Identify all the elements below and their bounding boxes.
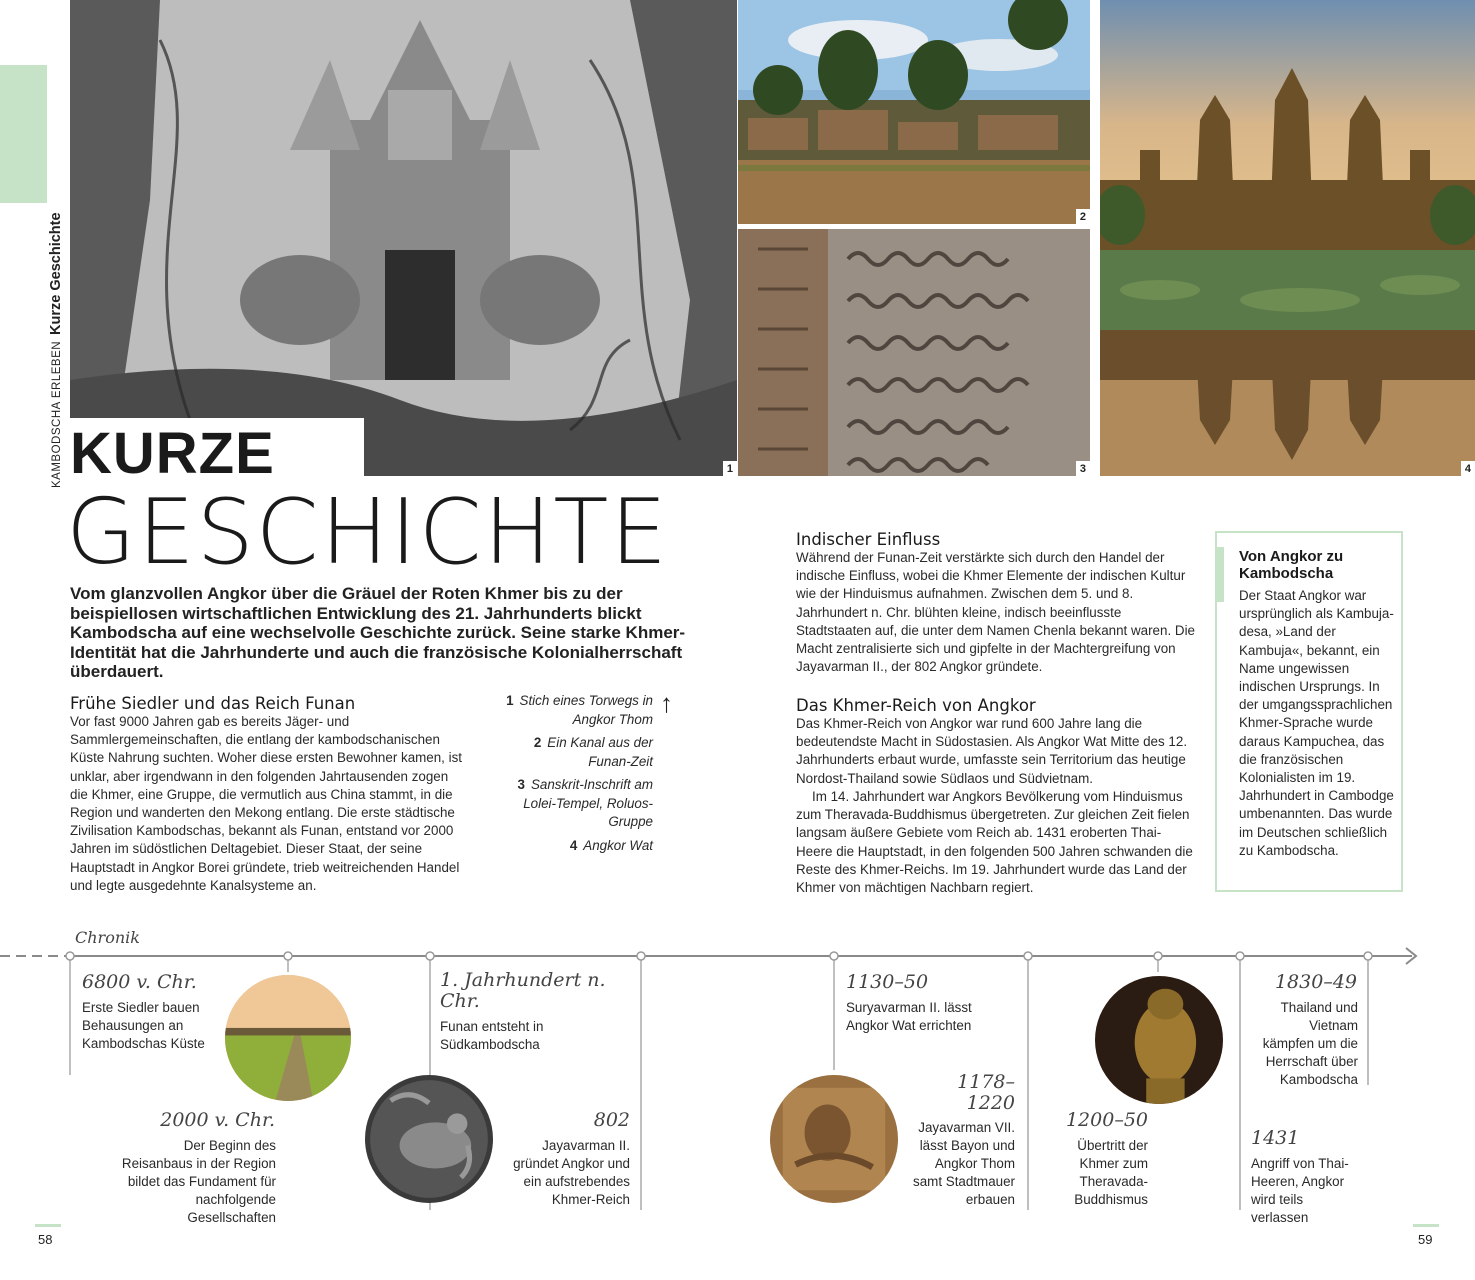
photo-number: 2 bbox=[1076, 209, 1090, 224]
timeline-year: 1130–50 bbox=[846, 971, 929, 993]
caption-1: 1 Stich eines Torwegs in Angkor Thom bbox=[506, 693, 653, 727]
arrow-up-icon: ↑ bbox=[660, 688, 673, 718]
timeline-year: 1830–49 bbox=[1274, 971, 1357, 993]
image-coin-relief bbox=[365, 1075, 493, 1203]
text-khmer-empire-1: Das Khmer-Reich von Angkor war rund 600 Jahre lang die bedeutendste Macht in Südostasien. Als Angkor Wat Mitte des 12. Jahrhunderts erbaut wurde, umfasste sein Territorium das heutige Nordost-Thailand sowie Südlaos und Südvietnam. bbox=[796, 716, 1188, 786]
photo-number: 4 bbox=[1461, 461, 1475, 476]
image-buddha-head bbox=[1095, 976, 1223, 1104]
page-number-left: 58 bbox=[38, 1232, 53, 1247]
photo-captions bbox=[498, 692, 653, 860]
section-tab bbox=[0, 65, 47, 203]
timeline-year: 2000 v. Chr. bbox=[160, 1109, 275, 1131]
heading-indian-influence: Indischer Einfluss bbox=[796, 530, 941, 549]
page-number-accent bbox=[35, 1224, 61, 1227]
intro-paragraph: Vom glanzvollen Angkor über die Gräuel der Roten Khmer bis zu der beispiellosen wirtschaftlichen Entwicklung des 21. Jahrhunderts blickt Kambodscha auf eine wechselvolle Geschichte zurück. Seine starke Khmer-Identität hat die Jahrhunderte und auch die französische Kolonialherrschaft überdauert. bbox=[70, 584, 686, 681]
sidebar-box-text: Der Staat Angkor war ursprünglich als Kambuja-desa, »Land der Kambuja«, bekannt, ein Name ungewissen indischen Ursprungs. In der umgangssprachlichen Khmer-Sprache wurde daraus Kampuchea, das die französischen Kolonialisten im 19. Jahrhundert in Cambodge umbenannten. Das wurde im Deutschen schließlich zu Kambodscha. bbox=[1239, 588, 1394, 858]
timeline-year: 1200–50 bbox=[1065, 1109, 1148, 1131]
timeline-year: 6800 v. Chr. bbox=[82, 971, 197, 993]
section-name: KAMBODSCHA ERLEBEN bbox=[51, 340, 63, 488]
heading-khmer-empire: Das Khmer-Reich von Angkor bbox=[796, 696, 1036, 715]
text-indian-influence: Während der Funan-Zeit verstärkte sich durch den Handel der indische Einfluss, wobei die Khmer Elemente der indischen Kultur wie der Hinduismus aufnahmen. Zwischen dem 5. und 8. Jahrhundert n. Chr. blühten kleine, indisch beeinflusste Stadtstaaten auf, die unter dem Namen Chenla bekannt waren. Die Macht zentralisierte sich und gipfelte in der Machtergreifung von Jayavarman II., der 802 Angkor gründete. bbox=[796, 550, 1195, 675]
photo-engraving-gate bbox=[70, 0, 737, 476]
timeline-text: Suryavarman II. lässt Angkor Wat errichten bbox=[846, 1000, 972, 1033]
photo-angkor-wat bbox=[1100, 0, 1475, 476]
timeline-text: Der Beginn des Reisanbaus in der Region bildet das Fundament für nachfolgende Gesellschaften bbox=[121, 1138, 276, 1225]
caption-4: 4 Angkor Wat bbox=[569, 837, 653, 853]
timeline-year: 1. Jahrhundert n. Chr. bbox=[440, 969, 606, 1012]
timeline-label: Chronik bbox=[75, 928, 140, 947]
page-title-line2: GESCHICHTE bbox=[66, 480, 670, 585]
caption-3: 3 Sanskrit-Inschrift am Lolei-Tempel, Roluos-Gruppe bbox=[517, 777, 653, 829]
sidebar-box-accent bbox=[1215, 547, 1224, 602]
timeline-text: Übertritt der Khmer zum Theravada-Buddhismus bbox=[1074, 1138, 1148, 1207]
timeline-text: Jayavarman VII. lässt Bayon und Angkor Thom samt Stadtmauer erbauen bbox=[913, 1120, 1015, 1207]
photo-number: 3 bbox=[1076, 461, 1090, 476]
section-current: Kurze Geschichte bbox=[48, 212, 64, 335]
section-label bbox=[48, 212, 64, 488]
timeline-year: 1431 bbox=[1251, 1127, 1300, 1149]
photo-sanskrit-inscription bbox=[738, 229, 1090, 476]
text-khmer-empire-2: Im 14. Jahrhundert war Angkors Bevölkerung vom Hinduismus zum Theravada-Buddhismus übergetreten. Zur gleichen Zeit fielen langsam äußere Gebiete vom Reich ab. 1431 eroberten Thai-Heere die Hauptstadt, in den folgenden 500 Jahren schwanden die Reste des Khmer-Reichs. Im 19. Jahrhundert wurde das Land der Khmer von mächtigen Nachbarn regiert. bbox=[796, 789, 1193, 896]
timeline-text: Funan entsteht in Südkambodscha bbox=[440, 1019, 544, 1052]
timeline-text: Angriff von Thai-Heeren, Angkor wird teils verlassen bbox=[1251, 1156, 1349, 1225]
caption-2: 2 Ein Kanal aus der Funan-Zeit bbox=[533, 735, 653, 769]
timeline-year: 1178–1220 bbox=[957, 1071, 1015, 1114]
page-number-right: 59 bbox=[1418, 1232, 1433, 1247]
page-title-line1: KURZE bbox=[70, 421, 275, 486]
timeline-text: Thailand und Vietnam kämpfen um die Herrschaft über Kambodscha bbox=[1262, 1000, 1358, 1087]
photo-number: 1 bbox=[723, 461, 737, 476]
timeline-text: Jayavarman II. gründet Angkor und ein aufstrebendes Khmer-Reich bbox=[513, 1138, 630, 1207]
image-rice-field bbox=[225, 975, 351, 1101]
photo-canal bbox=[738, 0, 1090, 224]
timeline-year: 802 bbox=[593, 1109, 630, 1131]
page-number-accent bbox=[1413, 1224, 1439, 1227]
heading-funan: Frühe Siedler und das Reich Funan bbox=[70, 694, 356, 713]
timeline-text: Erste Siedler bauen Behausungen an Kambodschas Küste bbox=[82, 1000, 205, 1051]
sidebar-box-title: Von Angkor zu Kambodscha bbox=[1239, 548, 1344, 582]
text-funan: Vor fast 9000 Jahren gab es bereits Jäger- und Sammlergemeinschaften, die entlang der kambodschanischen Küste Nahrung suchten. Woher diese ersten Bewohner kamen, ist unklar, aber irgendwann in den folgenden Jahrtausenden zogen die Khmer, eine Gruppe, die vermutlich aus China stammt, in die Region und wanderten den Mekong entlang. Die erste städtische Zivilisation Kambodschas, bekannt als Funan, entstand vor 2000 Jahren im südöstlichen Deltagebiet. Dieser Staat, der seine Hauptstadt in Angkor Borei gründete, trieb weitreichenden Handel und legte ausgedehnte Kanalsysteme an. bbox=[70, 714, 463, 893]
image-bas-relief bbox=[770, 1075, 898, 1203]
